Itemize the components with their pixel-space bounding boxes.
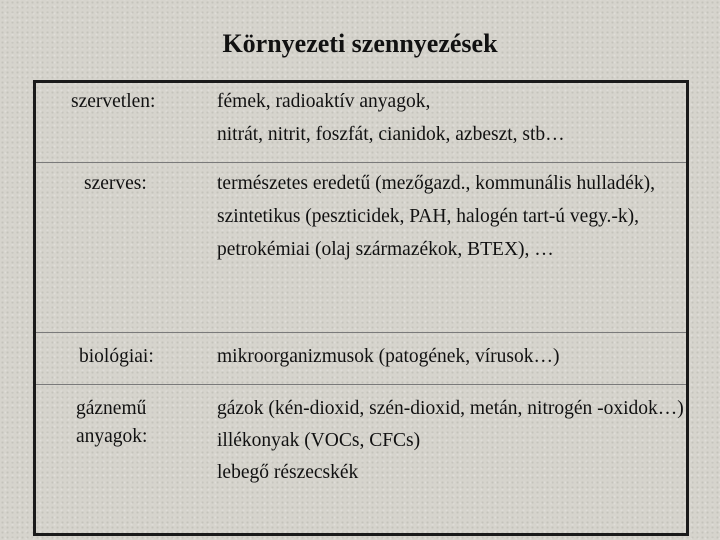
description-line: fémek, radioaktív anyagok, bbox=[217, 91, 431, 112]
description-cell bbox=[196, 333, 688, 385]
description-line: természetes eredetű (mezőgazd., kommunális hulladék), bbox=[217, 173, 656, 194]
description-cell bbox=[196, 163, 688, 333]
table-row-inorganic bbox=[35, 82, 688, 163]
category-cell bbox=[35, 82, 197, 163]
table-row-gaseous bbox=[35, 385, 688, 535]
category-cell bbox=[35, 163, 197, 333]
description-cell bbox=[196, 82, 688, 163]
description-line: petrokémiai (olaj származékok, BTEX), … bbox=[217, 239, 554, 260]
description-line: nitrát, nitrit, foszfát, cianidok, azbeszt, stb… bbox=[217, 124, 565, 145]
description-line: lebegő részecskék bbox=[217, 462, 359, 483]
table-row-organic bbox=[35, 163, 688, 333]
pollution-table bbox=[33, 80, 689, 536]
category-label: szervetlen: bbox=[71, 91, 156, 112]
table-row-biological bbox=[35, 333, 688, 385]
description-line: gázok (kén-dioxid, szén-dioxid, metán, nitrogén -oxidok…) bbox=[217, 398, 684, 419]
description-line: illékonyak (VOCs, CFCs) bbox=[217, 430, 421, 451]
category-cell bbox=[35, 385, 197, 535]
description-line: mikroorganizmusok (patogének, vírusok…) bbox=[217, 346, 560, 367]
description-cell bbox=[196, 385, 688, 535]
slide-title: Környezeti szennyezések bbox=[222, 29, 498, 58]
category-label: szerves: bbox=[84, 173, 147, 194]
description-line: szintetikus (peszticidek, PAH, halogén tart-ú vegy.-k), bbox=[217, 206, 640, 227]
category-label: gáznemű anyagok: bbox=[76, 398, 148, 447]
category-cell bbox=[35, 333, 197, 385]
category-label: biológiai: bbox=[79, 346, 154, 367]
